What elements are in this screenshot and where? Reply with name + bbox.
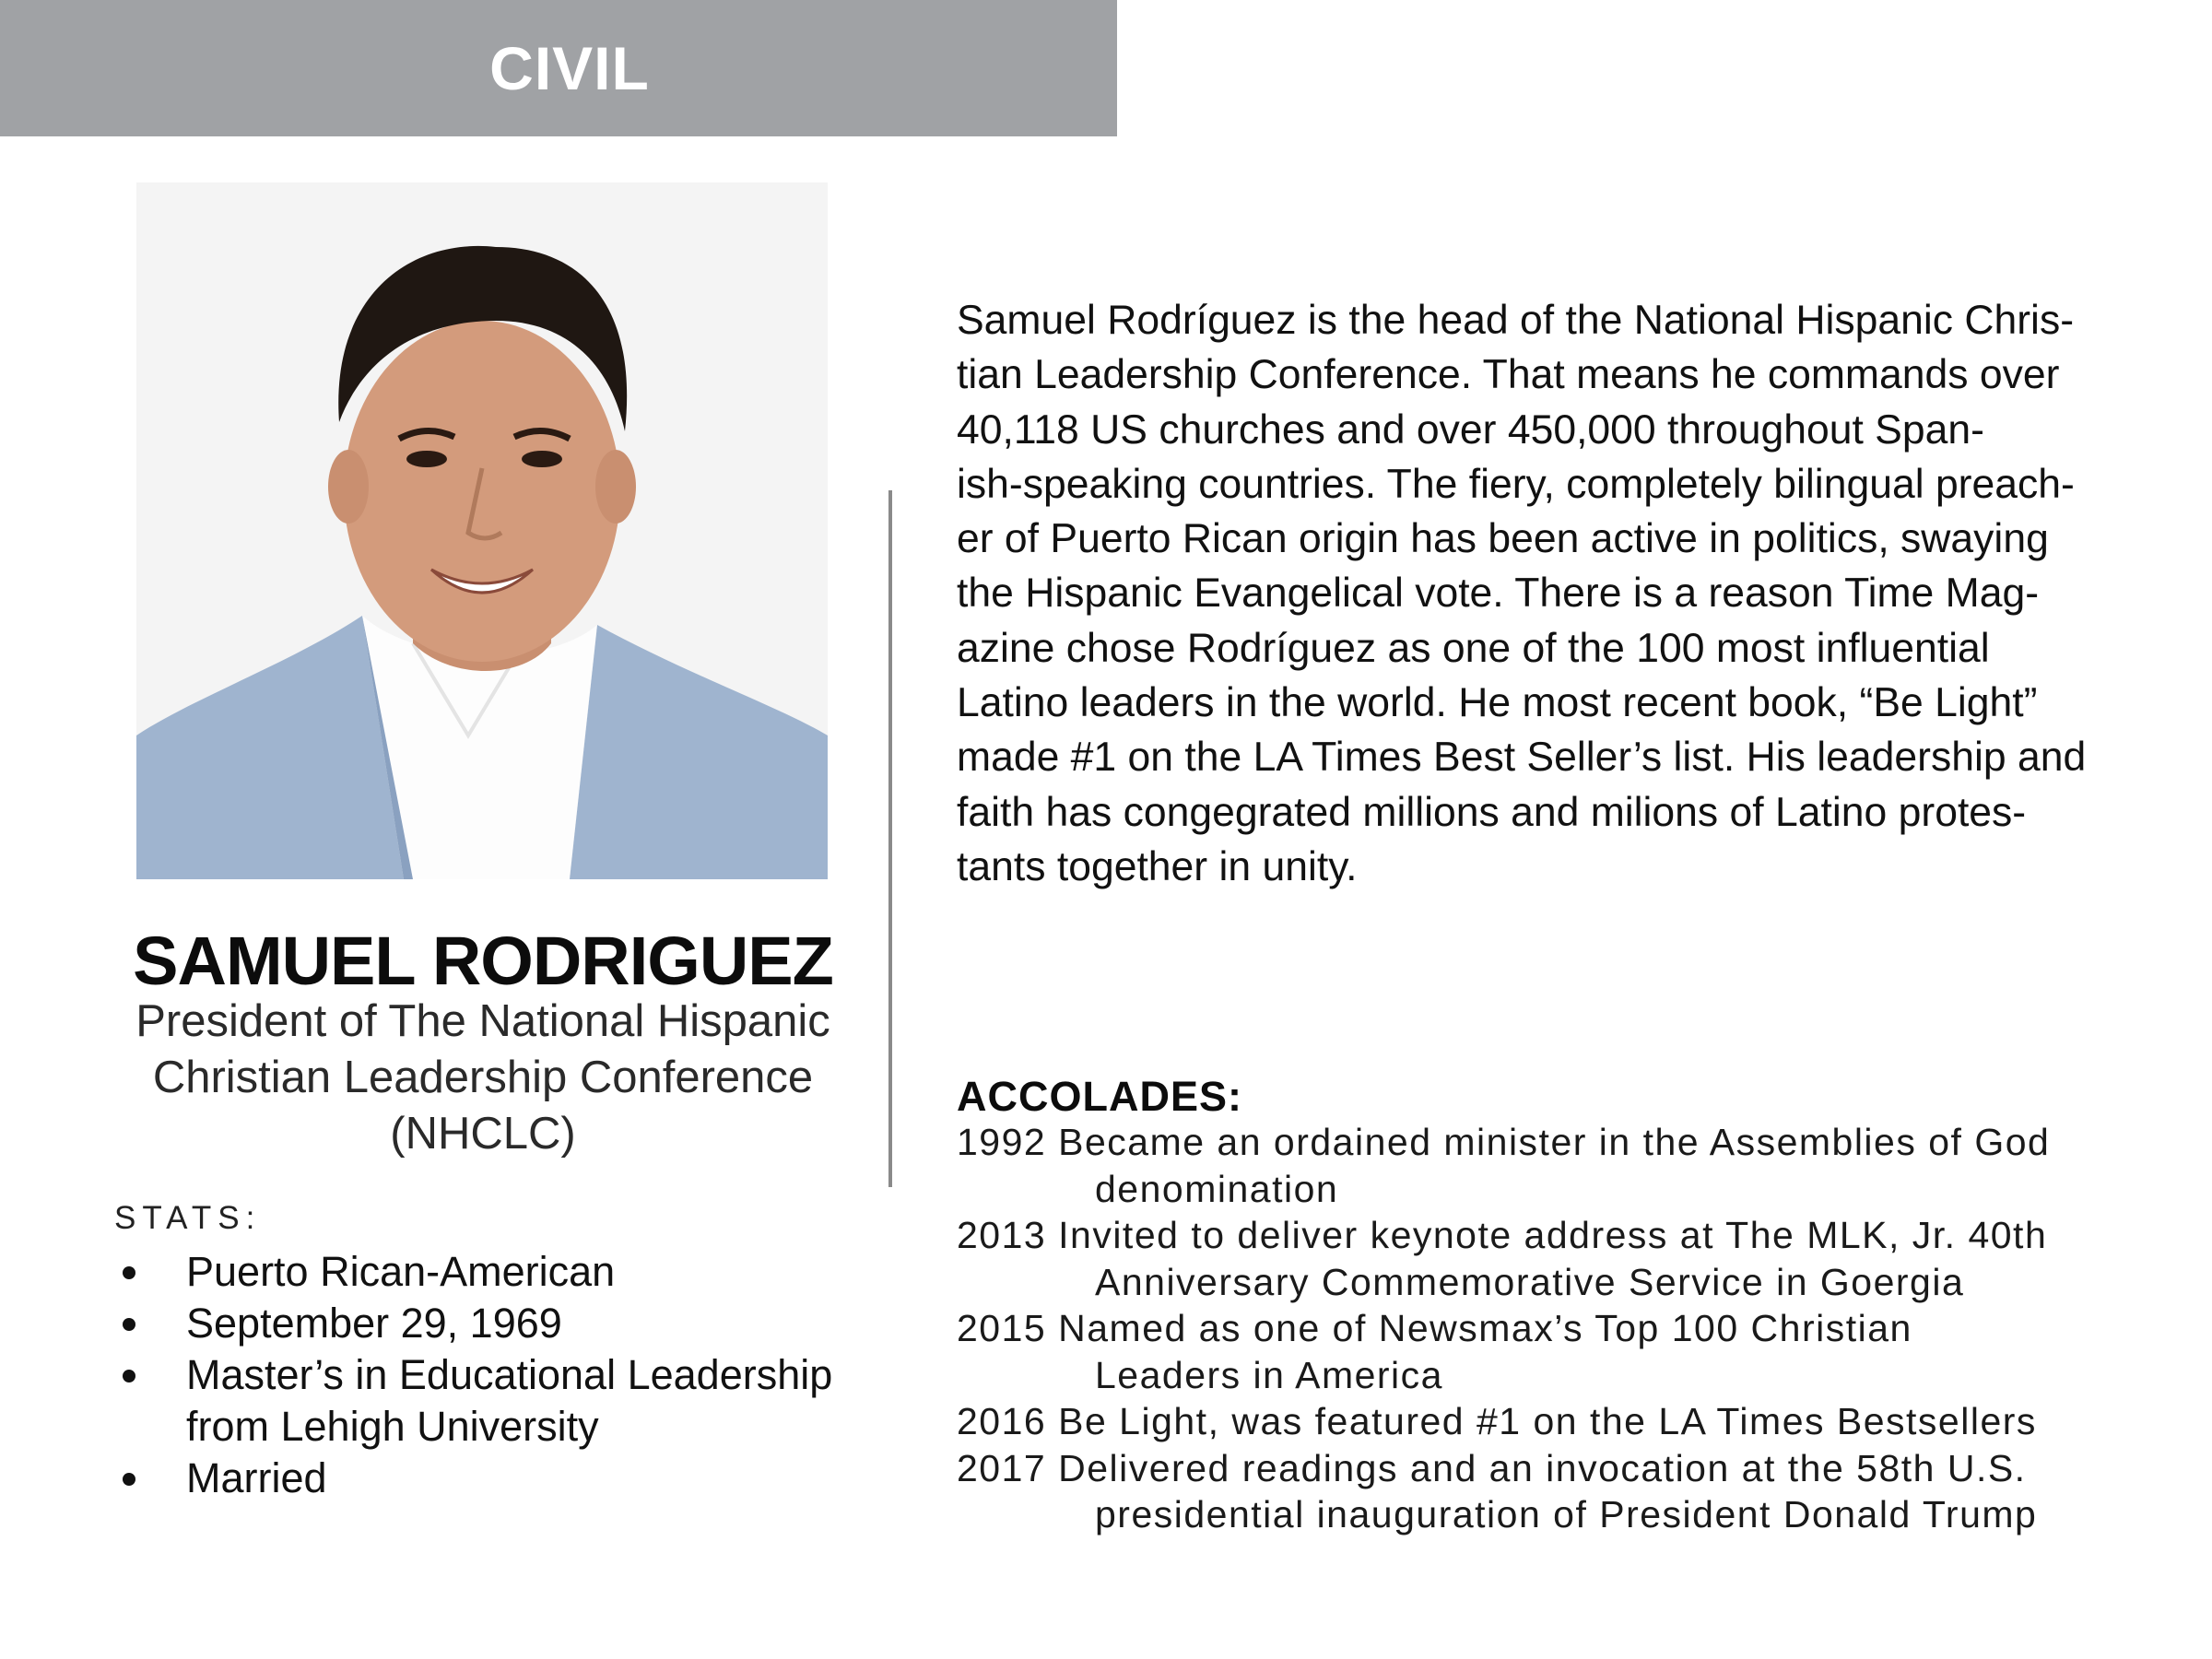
- accolades-list: [957, 1119, 2183, 1538]
- category-label: CIVIL: [489, 34, 650, 102]
- accolade-text-continued: presidential inauguration of President Donald Trump: [1095, 1493, 2038, 1535]
- accolade-text: Named as one of Newsmax’s Top 100 Christian: [1058, 1307, 1912, 1349]
- stats-heading: STATS:: [114, 1200, 262, 1236]
- accolade-year: 2016: [957, 1400, 1047, 1442]
- bio-line: Latino leaders in the world. He most recent book, “Be Light”: [957, 680, 2038, 726]
- accolade-text-continued: denomination: [1095, 1167, 1339, 1210]
- accolade-year: 2013: [957, 1214, 1047, 1256]
- stats-item-line: Married: [186, 1454, 327, 1501]
- bio-line: azine chose Rodríguez as one of the 100 most influential: [957, 625, 1990, 671]
- stats-item-line: September 29, 1969: [186, 1300, 562, 1347]
- role-line: (NHCLC): [390, 1109, 576, 1159]
- accolade-text: Became an ordained minister in the Assemblies of God: [1058, 1121, 2051, 1163]
- stats-item: [114, 1298, 888, 1349]
- biography: [957, 293, 2109, 894]
- bio-line: ish-speaking countries. The fiery, completely bilingual preach-: [957, 461, 2075, 507]
- accolade-text: Invited to deliver keynote address at The MLK, Jr. 40th: [1058, 1214, 2048, 1256]
- stats-item: [114, 1246, 888, 1298]
- stats-item-line: Puerto Rican-American: [186, 1248, 616, 1295]
- person-role: [92, 994, 874, 1162]
- accolade-text-continued: Leaders in America: [1095, 1353, 1443, 1396]
- accolade-year: 1992: [957, 1121, 1047, 1163]
- stats-list: [114, 1246, 888, 1504]
- bio-line: made #1 on the LA Times Best Seller’s list. His leadership and: [957, 735, 2087, 781]
- bio-line: Samuel Rodríguez is the head of the National Hispanic Chris-: [957, 298, 2075, 343]
- bio-line: tian Leadership Conference. That means he commands over: [957, 352, 2060, 398]
- role-line: Christian Leadership Conference: [152, 1053, 814, 1102]
- stats-item: [114, 1453, 888, 1504]
- bio-line: tants together in unity.: [957, 843, 1358, 889]
- person-name: SAMUEL RODRIGUEZ: [133, 923, 833, 999]
- accolade-text: Be Light, was featured #1 on the LA Times Bestsellers: [1058, 1400, 2037, 1442]
- stats-item-line: Master’s in Educational Leadership: [186, 1351, 833, 1398]
- role-line: President of The National Hispanic: [135, 996, 830, 1046]
- bio-line: er of Puerto Rican origin has been active in politics, swaying: [957, 516, 2049, 562]
- stats-item-line: from Lehigh University: [186, 1403, 599, 1450]
- bio-line: faith has congegrated millions and milions of Latino protes-: [957, 789, 2027, 835]
- accolade-item: [957, 1212, 2183, 1305]
- accolade-text: Delivered readings and an invocation at the 58th U.S.: [1058, 1446, 2027, 1489]
- accolade-year: 2015: [957, 1307, 1047, 1349]
- accolade-item: [957, 1305, 2183, 1398]
- accolade-item: [957, 1398, 2183, 1445]
- column-divider: [888, 490, 892, 1187]
- bio-line: 40,118 US churches and over 450,000 throughout Span-: [957, 406, 1984, 453]
- stats-item: [114, 1349, 888, 1453]
- accolade-year: 2017: [957, 1446, 1047, 1489]
- accolade-item: [957, 1445, 2183, 1538]
- bio-line: the Hispanic Evangelical vote. There is a reason Time Mag-: [957, 571, 2040, 617]
- accolade-text-continued: Anniversary Commemorative Service in Goergia: [1095, 1260, 1965, 1303]
- accolade-item: [957, 1119, 2183, 1212]
- accolades-heading: ACCOLADES:: [957, 1073, 1242, 1120]
- profile-photo: [136, 182, 828, 879]
